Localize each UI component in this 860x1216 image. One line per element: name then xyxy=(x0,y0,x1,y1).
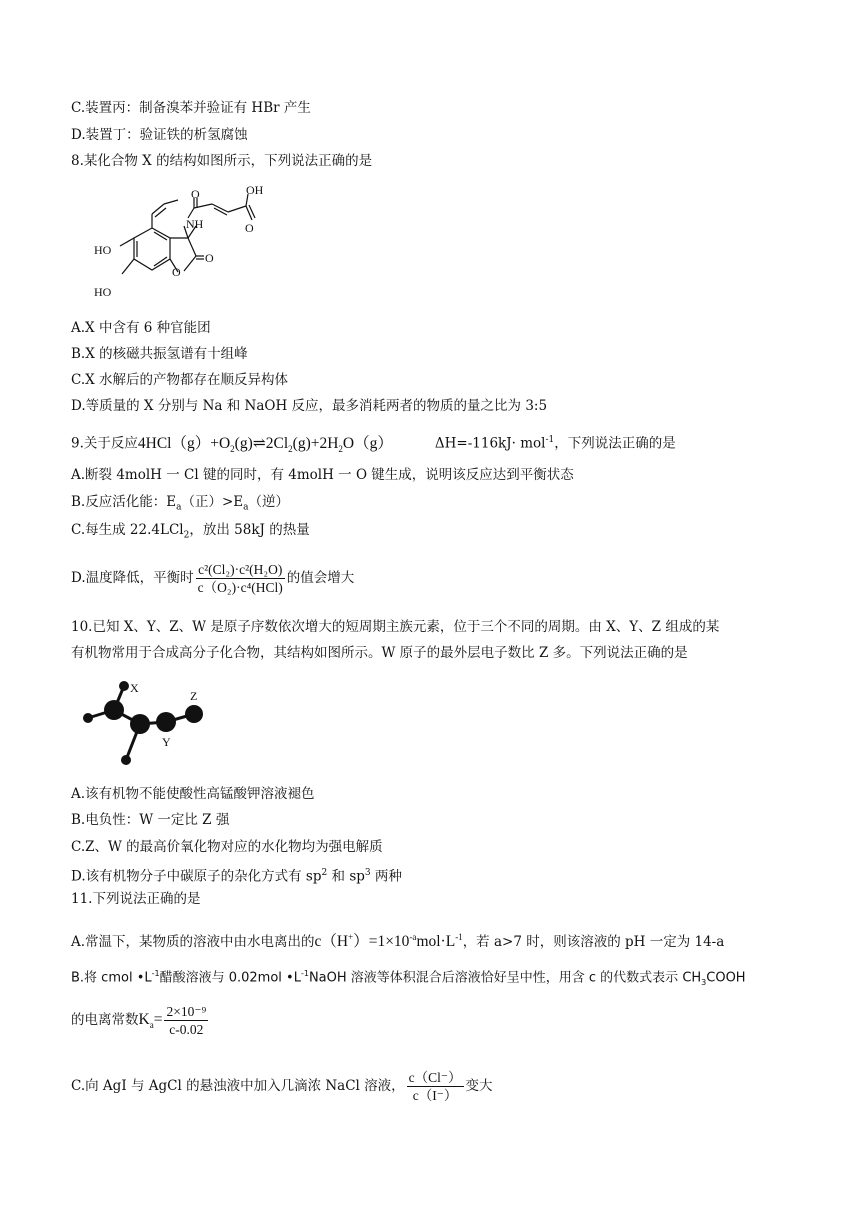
q9-option-c: C.每生成 22.4LCl$_2$，放出 58kJ 的热量 xyxy=(71,522,310,541)
nh-label: NH xyxy=(186,217,204,231)
q8-option-c: C.X 水解后的产物都存在顺反异构体 xyxy=(71,372,289,388)
ho-top-label: HO xyxy=(94,243,112,257)
option-d-ding: D.装置丁：验证铁的析氢腐蚀 xyxy=(71,127,248,143)
q10-stem-line-2: 有机物常用于合成高分子化合物，其结构如图所示。W 原子的最外层电子数比 Z 多。下列说法正确的是 xyxy=(71,645,688,661)
q8-option-d: D.等质量的 X 分别与 Na 和 NaOH 反应，最多消耗两者的物质的量之比为 3:5 xyxy=(71,398,548,414)
q8-option-b: B.X 的核磁共振氢谱有十组峰 xyxy=(71,346,248,362)
q9-equilibrium-fraction: $\frac{\text{c²(Cl₂)·c²(H₂O)}}{\text{c（O₂)·c⁴(HCl)}}$ xyxy=(197,562,283,595)
q11-stem: 11.下列说法正确的是 xyxy=(71,891,201,907)
atom-z-label: Z xyxy=(190,689,198,703)
q11-option-c: C.向 AgI 与 AgCl 的悬浊液中加入几滴浓 NaCl 溶液， $\frac{c(Cl^-)}{c(I^-)}$ 变大 xyxy=(71,1070,493,1103)
q8-structure-figure xyxy=(88,186,288,300)
carbonyl-o-label: O xyxy=(205,251,214,265)
q11-option-a: A.常温下，某物质的溶液中由水电离出的$c(H^+)=1\times 10^{-a}mol\cdot L^{-1}$，若 a>7 时，则该溶液的 pH 一定为 14-a xyxy=(71,932,725,951)
q10-option-b: B.电负性：W 一定比 Z 强 xyxy=(71,812,230,828)
ring-o-label: O xyxy=(172,265,181,279)
q9-option-a: A.断裂 4molH 一 Cl 键的同时，有 4molH 一 O 键生成，说明该反应达到平衡状态 xyxy=(71,467,574,483)
q8-stem: 8.某化合物 X 的结构如图所示，下列说法正确的是 xyxy=(71,153,373,169)
q10-stem-line-1: 10.已知 X、Y、Z、W 是原子序数依次增大的短周期主族元素，位于三个不同的周期。由 X、Y、Z 组成的某 xyxy=(71,619,720,635)
acid-o-label: O xyxy=(245,221,254,235)
q9-option-d: D.温度降低，平衡时 $\frac{\text{c²(Cl₂)·c²(H₂O)}}{\text{c（O₂)·c⁴(HCl)}}$ 的值会增大 xyxy=(71,562,355,595)
cl-i-ratio-fraction: $\frac{c(Cl^-)}{c(I^-)}$ xyxy=(408,1070,462,1103)
q10-option-a: A.该有机物不能使酸性高锰酸钾溶液褪色 xyxy=(71,786,315,802)
q10-ball-stick-figure xyxy=(76,676,226,774)
q9-stem: 9.关于反应$4HCl(g)+O_2(g)\rightleftharpoons 2Cl_2(g)+2H_2O(g)$ ΔH=-116kJ· mol$^{-1}$，下列说法正确的是 xyxy=(71,434,676,454)
ka-fraction: $\frac{\text{2×10⁻⁹}}{c-0.02}$ xyxy=(166,1004,207,1037)
q11-ka-expression: 的电离常数$K_a=$ $\frac{\text{2×10⁻⁹}}{c-0.02}$ xyxy=(71,1004,207,1037)
atom-y-label: Y xyxy=(162,735,171,749)
q9-equation: $4HCl(g)+O_2(g)\rightleftharpoons 2Cl_2(g)+2H_2O(g)$ xyxy=(137,434,393,454)
amide-o-label: O xyxy=(191,187,200,201)
atom-x-label: X xyxy=(130,681,139,695)
q10-option-c: C.Z、W 的最高价氧化物对应的水化物均为强电解质 xyxy=(71,839,383,855)
option-c-bing: C.装置丙：制备溴苯并验证有 HBr 产生 xyxy=(71,100,311,116)
oh-label: OH xyxy=(246,186,264,197)
ho-bottom-label: HO xyxy=(94,285,112,299)
q8-option-a: A.X 中含有 6 种官能团 xyxy=(71,320,211,336)
q11-option-b: B.将 cmol $•L^{-1}$醋酸溶液与 0.02mol $•L^{-1}NaOH$ 溶液等体积混合后溶液恰好呈中性，用含 c 的代数式表示 $CH_3COOH$ xyxy=(71,969,746,987)
q9-option-b: B.反应活化能：$E_a$（正）$>E_a$（逆） xyxy=(71,494,289,513)
q10-option-d: D.该有机物分子中碳原子的杂化方式有 $sp^2$ 和 $sp^3$ 两种 xyxy=(71,868,402,885)
